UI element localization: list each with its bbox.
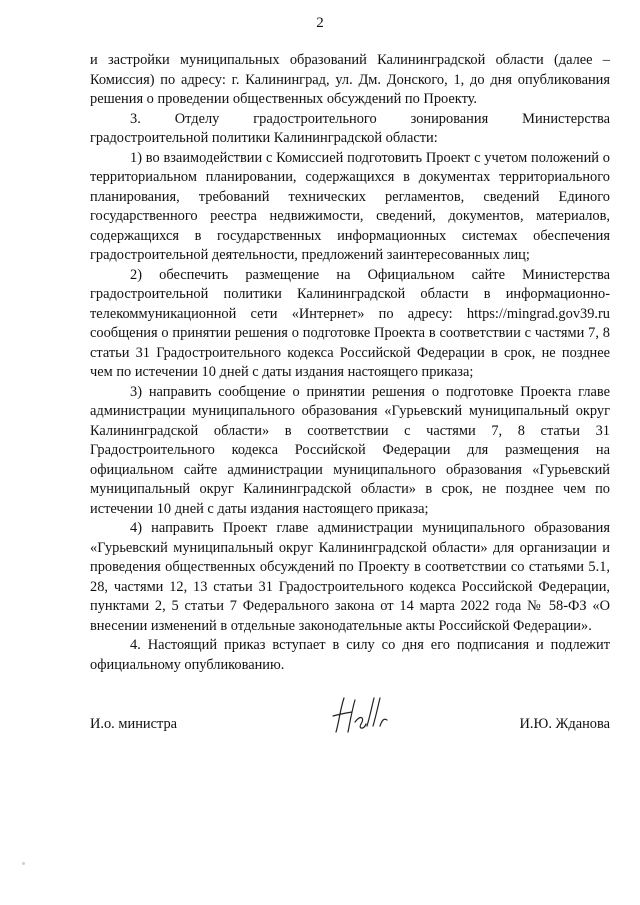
signatory-name: И.Ю. Жданова xyxy=(519,716,610,732)
signature-row xyxy=(90,714,610,738)
paragraph-item-4: 4. Настоящий приказ вступает в силу со дня его подписания и подлежит официальному опубликованию. xyxy=(90,637,610,673)
paragraph-item-3: 3. Отделу градостроительного зонирования Министерства градостроительной политики Калининградской области: xyxy=(90,110,610,146)
page-number: 2 xyxy=(316,15,324,31)
paragraph-subitem-1: 1) во взаимодействии с Комиссией подготовить Проект с учетом положений о территориальном планировании, содержащихся в документах территориального планирования, требований технических регламентов, сведений Единого государственного реестра недвижимости, сведений, документов, материалов, содержащихся в государственных информационных системах обеспечения градостроительной деятельности, предложений заинтересованных лиц; xyxy=(90,149,610,263)
paragraph-continuation: и застройки муниципальных образований Калининградской области (далее – Комиссия) по адресу: г. Калининград, ул. Дм. Донского, 1, до дня опубликования решения о проведении общественных обсуждений по Проекту. xyxy=(90,52,610,107)
document-body xyxy=(90,51,610,675)
paragraph-subitem-4: 4) направить Проект главе администрации муниципального образования «Гурьевский муниципальный округ Калининградской области» для организации и проведения общественных обсуждений по Проекту в соответствии со статьями 5.1, 28, частями 12, 13 статьи 31 Градостроительного кодекса Российской Федерации, пунктами 2, 5 статьи 7 Федерального закона от 14 марта 2022 года № 58-ФЗ «О внесении изменений в отдельные законодательные акты Российской Федерации». xyxy=(90,520,610,634)
signatory-title: И.о. министра xyxy=(90,716,178,732)
paragraph-subitem-2: 2) обеспечить размещение на Официальном сайте Министерства градостроительной политики Калининградской области в информационно-телекоммуникационной сети «Интернет» по адресу: https://mingrad.gov39.ru сообщения о принятии решения о подготовке Проекта в соответствии с частями 7, 8 статьи 31 Градостроительного кодекса Российской Федерации в срок, не позднее чем по истечении 10 дней с даты издания настоящего приказа; xyxy=(90,266,610,380)
scan-speck xyxy=(22,862,25,865)
paragraph-subitem-3: 3) направить сообщение о принятии решения о подготовке Проекта главе администрации муниципального образования «Гурьевский муниципальный округ Калининградской области» в соответствии с частями 7, 8 статьи 31 Градостроительного кодекса Российской Федерации для размещения на официальном сайте администрации муниципального образования «Гурьевский муниципальный округ Калининградской области» в срок, не позднее чем по истечении 10 дней с даты издания настоящего приказа; xyxy=(90,383,610,517)
